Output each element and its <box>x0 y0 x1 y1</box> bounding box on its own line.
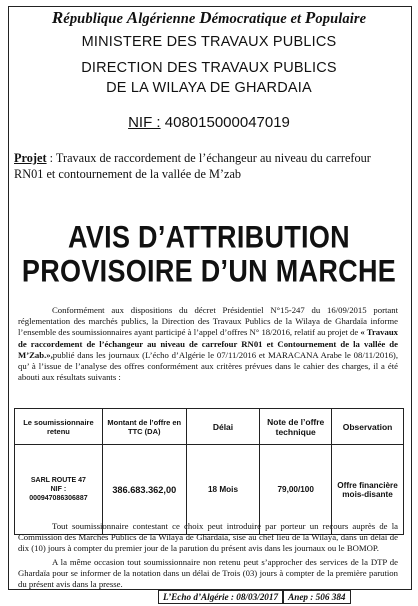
column-header: Le soumissionnaire retenu <box>15 409 103 445</box>
winner-nif: 000947086306887 <box>29 495 88 502</box>
nif-label: NIF : <box>128 114 161 131</box>
direction-line-2: DE LA WILAYA DE GHARDAIA <box>106 80 312 96</box>
observation-cell: Offre financière mois-disante <box>332 445 404 535</box>
column-header: Observation <box>332 409 404 445</box>
republic-header <box>0 8 418 28</box>
nif-line <box>0 114 418 131</box>
winner-nif-label: NIF : <box>50 486 67 493</box>
republic-word: épublique <box>63 11 127 27</box>
project-title-bold: « Travaux de raccordement de l’échangeur au niveau de carrefour RN01 et Contournement de la vallée de M’Zab.», <box>18 327 399 360</box>
republic-word: lgérienne <box>138 11 200 27</box>
notice-paragraph-1 <box>18 305 398 383</box>
paragraph-1-text-continued: publié dans les journaux (L’écho d’Algérie le 07/11/2016 et MARACANA Arabe le 08/11/2016), qu’ à l’issue de l’analyse des offres conformément aux critères prévues dans le cahier des charges, il a été abouti aux résultats suivants : <box>18 349 398 383</box>
nif-value: 408015000047019 <box>164 114 290 131</box>
notice-title-line-2: PROVISOIRE D’UN MARCHE <box>21 253 397 289</box>
journal-date: L’Echo d’Algérie : 08/03/2017 <box>158 590 283 604</box>
republic-initial: R <box>51 8 64 27</box>
republic-initial: D <box>199 8 212 27</box>
anep-number: Anep : 506 384 <box>283 590 350 604</box>
results-table <box>14 408 404 535</box>
delay-cell: 18 Mois <box>186 445 260 535</box>
direction-line-1: DIRECTION DES TRAVAUX PUBLICS <box>81 60 337 76</box>
republic-word: opulaire <box>315 11 367 27</box>
amount-cell: 386.683.362,00 <box>102 445 186 535</box>
project-label: Projet <box>14 151 47 165</box>
publication-footer <box>158 590 412 604</box>
paragraph-1-text: Conformément aux dispositions du décret Présidentiel N°15-247 du 16/09/2015 portant réglementation des marchés publics, la Direction des Travaux Publics de la Wilaya de Ghardaïa informe l’ensemble des soumissionnaires ayant participé à l’appel d’offres N° 18/2016, relatif au projet de <box>18 305 398 338</box>
column-header: Délai <box>186 409 260 445</box>
republic-initial: P <box>304 8 316 27</box>
project-text: : Travaux de raccordement de l’échangeur au niveau du carrefour RN01 et contournement de la vallée de M’zab <box>14 151 371 181</box>
republic-initial: A <box>126 8 139 27</box>
ministry-name: MINISTERE DES TRAVAUX PUBLICS <box>81 34 337 50</box>
column-header: Note de l’offre technique <box>260 409 332 445</box>
table-header-row <box>15 409 404 445</box>
notice-paragraph-3: A la même occasion tout soumissionnaire non retenu peut s’approcher des services de la DTP de Ghardaïa pour se informer de la notation dans un délai de Trois (03) jours à compter de la première parution du présent avis dans la presse. <box>18 557 398 590</box>
notice-paragraph-2: Tout soumissionnaire contestant ce choix peut introduire par porteur un recours auprès de la Commission des Marchés Publics de la Wilaya de Ghardaïa, sise au chef lieu de la Wilaya, dans un délai de dix (10) jours à compter du premier jour de la parution du présent avis dans les journaux ou le BOMOP. <box>18 521 398 554</box>
project-description <box>14 150 398 182</box>
winner-company: SARL ROUTE 47 <box>30 477 86 484</box>
republic-word: émocratique et <box>211 11 305 27</box>
notice-title-line-1: AVIS D’ATTRIBUTION <box>68 219 350 255</box>
technical-note-cell: 79,00/100 <box>260 445 332 535</box>
column-header: Montant de l’offre en TTC (DA) <box>102 409 186 445</box>
